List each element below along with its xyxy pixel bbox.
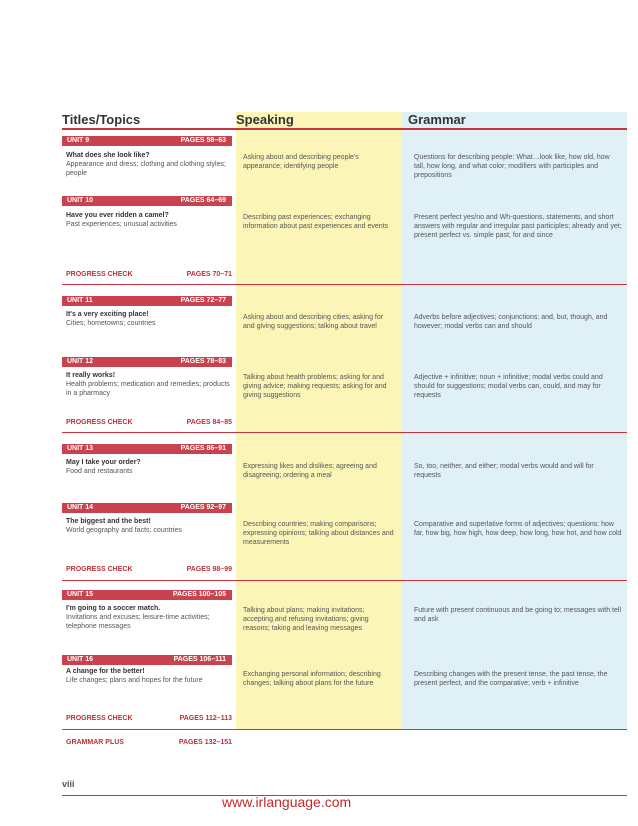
- unit-speaking: Asking about and describing people's appearance; identifying people: [243, 154, 359, 170]
- unit-grammar: Adverbs before adjectives; conjunctions: and, but, though, and however; modal verbs can and should: [414, 314, 608, 330]
- progress-check-label: PROGRESS CHECK: [66, 419, 133, 426]
- unit-topics: Food and restaurants: [66, 468, 133, 475]
- unit-title: I'm going to a soccer match.: [66, 605, 161, 612]
- progress-check-label: PROGRESS CHECK: [66, 566, 133, 573]
- unit-pages: PAGES 106–111: [173, 656, 226, 663]
- unit-pages: PAGES 100–105: [172, 591, 226, 598]
- progress-check-pages: PAGES 98–99: [186, 566, 232, 573]
- progress-check-pages: PAGES 112–113: [179, 715, 232, 722]
- unit-pages: PAGES 58–63: [180, 137, 226, 144]
- unit-topics: Past experiences; unusual activities: [66, 221, 177, 228]
- unit-title: It really works!: [66, 372, 116, 379]
- unit-title: A change for the better!: [66, 668, 145, 675]
- progress-check-label: PROGRESS CHECK: [66, 715, 133, 722]
- page-number: viii: [62, 779, 75, 789]
- section-rule: [62, 284, 627, 285]
- unit-topic: [66, 310, 231, 328]
- unit-topics: Cities; hometowns; countries: [66, 320, 156, 327]
- unit-pages: PAGES 92–97: [180, 504, 226, 511]
- unit-title: It's a very exciting place!: [66, 311, 149, 318]
- unit-pages: PAGES 64–69: [180, 197, 226, 204]
- speaking-column-bg: [236, 112, 401, 730]
- section-rule: [62, 729, 627, 730]
- unit-number: UNIT 13: [67, 445, 94, 452]
- unit-speaking: Describing past experiences; exchanging information about past experiences and events: [243, 214, 389, 230]
- unit-number: UNIT 12: [67, 358, 94, 365]
- unit-bar: [62, 296, 232, 306]
- titles-topics-header: Titles/Topics: [62, 112, 141, 127]
- unit-topics: Invitations and excuses; leisure-time activities; telephone messages: [66, 614, 210, 630]
- grammar-plus-pages: PAGES 132–151: [178, 739, 232, 746]
- unit-grammar: Comparative and superlative forms of adjectives; questions: how far, how big, how high, how deep, how long, how hot, and how cold: [414, 521, 622, 537]
- progress-check-pages: PAGES 70–71: [186, 271, 232, 278]
- unit-bar: [62, 590, 232, 600]
- unit-topic: [66, 371, 231, 398]
- unit-topic: [66, 151, 231, 178]
- progress-check-pages: PAGES 84–85: [186, 419, 232, 426]
- grammar-column-bg: [401, 112, 627, 730]
- speaking-header: Speaking: [236, 112, 294, 127]
- unit-number: UNIT 15: [67, 591, 94, 598]
- unit-bar: [62, 357, 232, 367]
- section-rule: [62, 580, 627, 581]
- footer-url: www.irlanguage.com: [222, 794, 352, 810]
- progress-check-label: PROGRESS CHECK: [66, 271, 133, 278]
- unit-grammar: Questions for describing people: What…look like, how old, how tall, how long, and what color; modifiers with participles and prepositions: [414, 154, 610, 179]
- unit-speaking: Exchanging personal information; describing changes; talking about plans for the future: [243, 671, 381, 687]
- unit-grammar: Future with present continuous and be going to; messages with tell and ask: [414, 607, 622, 623]
- unit-title: May I take your order?: [66, 459, 141, 466]
- unit-topics: Life changes; plans and hopes for the future: [66, 677, 203, 684]
- unit-bar: [62, 655, 232, 665]
- unit-number: UNIT 9: [67, 137, 90, 144]
- section-rule: [62, 432, 627, 433]
- unit-grammar: So, too, neither, and either; modal verbs would and will for requests: [414, 463, 594, 479]
- unit-topic: [66, 667, 231, 685]
- unit-speaking: Asking about and describing cities; asking for and giving suggestions; talking about travel: [243, 314, 384, 330]
- unit-pages: PAGES 78–83: [180, 358, 226, 365]
- unit-pages: PAGES 72–77: [180, 297, 226, 304]
- unit-speaking: Talking about health problems; asking for and giving advice; making requests; asking for and giving suggestions: [243, 374, 387, 399]
- unit-speaking: Talking about plans; making invitations; accepting and refusing invitations; giving reasons; taking and leaving messages: [243, 607, 369, 632]
- unit-grammar: Adjective + infinitive; noun + infinitive; modal verbs could and should for suggestions; modal verbs can, could, and may for requests: [414, 374, 603, 399]
- unit-bar: [62, 503, 232, 513]
- unit-speaking: Describing countries; making comparisons; expressing opinions; talking about distances and measurements: [243, 521, 394, 546]
- grammar-header: Grammar: [408, 112, 466, 127]
- unit-grammar: Describing changes with the present tense, the past tense, the present perfect, and the comparative; verb + infinitive: [414, 671, 608, 687]
- unit-grammar: Present perfect yes/no and Wh-questions, statements, and short answers with regular and irregular past participles; already and yet; present perfect vs. simple past; for and since: [414, 214, 622, 239]
- unit-bar: [62, 136, 232, 146]
- unit-topic: [66, 604, 231, 631]
- unit-number: UNIT 14: [67, 504, 94, 511]
- unit-title: Have you ever ridden a camel?: [66, 212, 169, 219]
- unit-topic: [66, 211, 231, 229]
- unit-title: The biggest and the best!: [66, 518, 151, 525]
- grammar-plus-label: GRAMMAR PLUS: [66, 739, 124, 746]
- unit-topics: Appearance and dress; clothing and clothing styles; people: [66, 161, 226, 177]
- unit-topics: Health problems; medication and remedies; products in a pharmacy: [66, 381, 230, 397]
- header-rule: [62, 128, 627, 130]
- unit-topics: World geography and facts; countries: [66, 527, 182, 534]
- unit-speaking: Expressing likes and dislikes; agreeing and disagreeing; ordering a meal: [243, 463, 377, 479]
- unit-pages: PAGES 86–91: [180, 445, 226, 452]
- unit-number: UNIT 11: [67, 297, 93, 304]
- unit-topic: [66, 458, 231, 476]
- unit-title: What does she look like?: [66, 152, 150, 159]
- unit-topic: [66, 517, 231, 535]
- unit-number: UNIT 10: [67, 197, 94, 204]
- unit-bar: [62, 444, 232, 454]
- unit-bar: [62, 196, 232, 206]
- unit-number: UNIT 16: [67, 656, 94, 663]
